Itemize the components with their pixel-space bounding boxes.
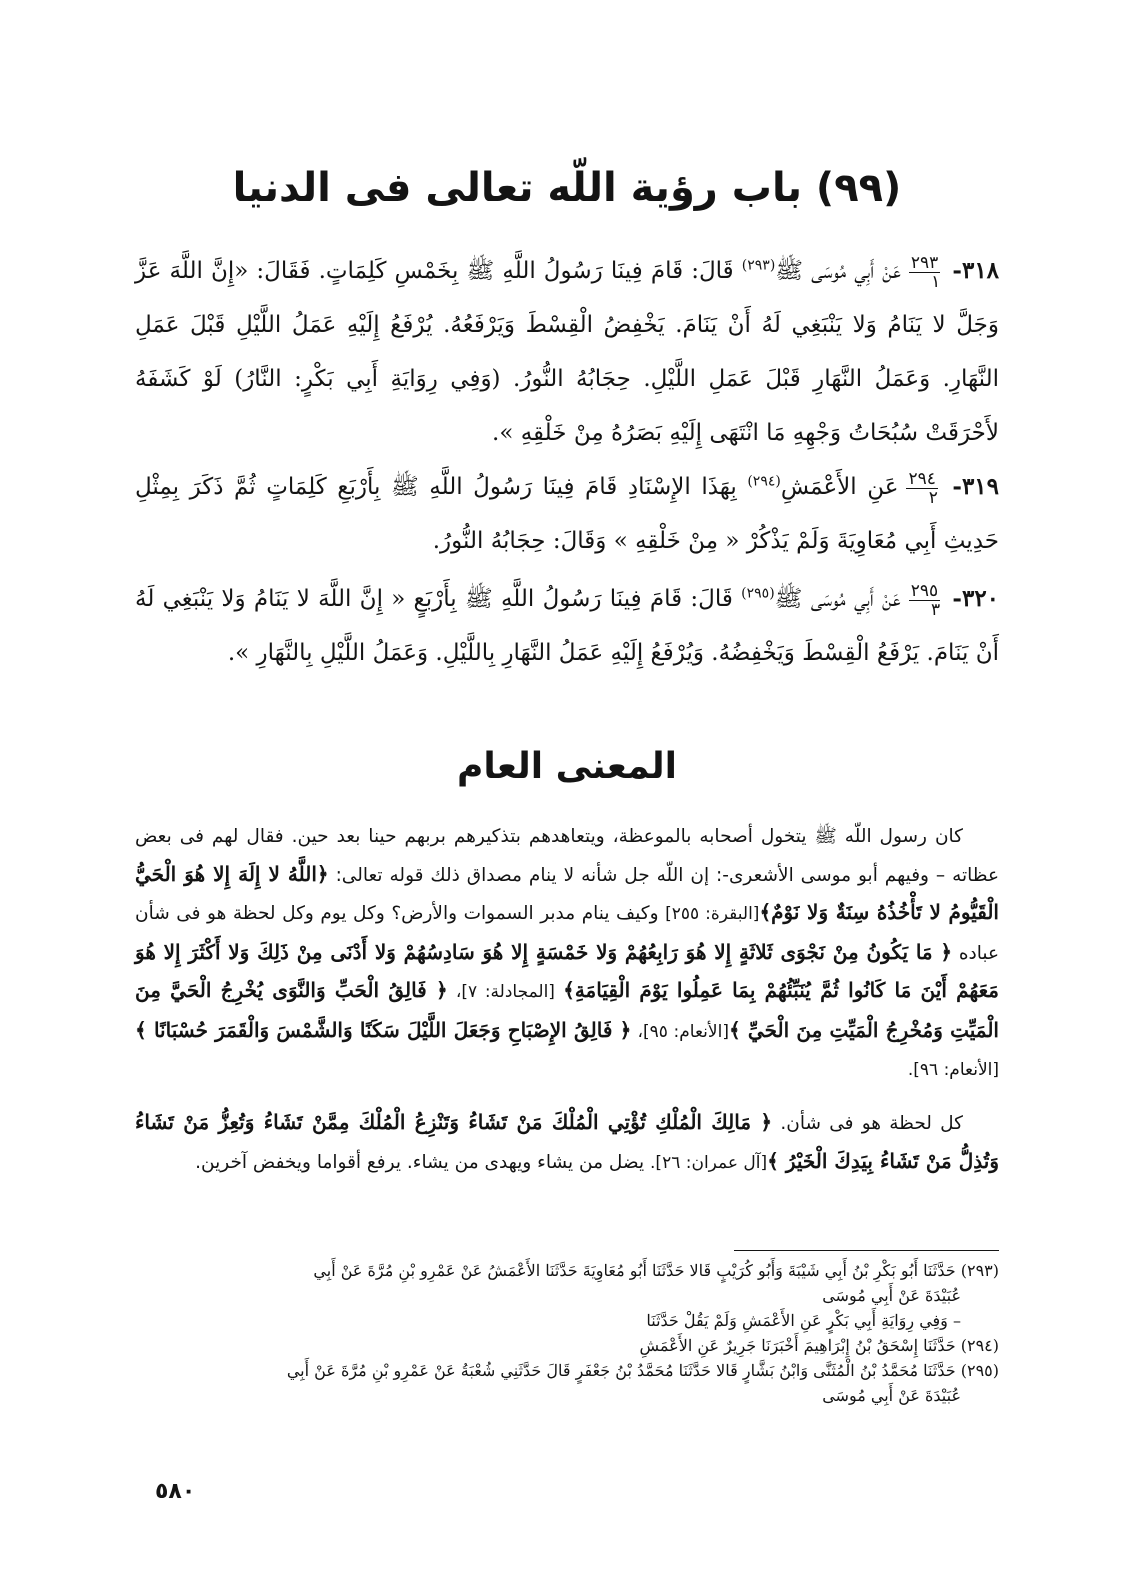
commentary-paragraph xyxy=(135,1104,999,1182)
quran-verse: ﴿ مَالِكَ الْمُلْكِ تُؤْتِي الْمُلْكَ مَنْ تَشَاءُ وَتَنْزِعُ الْمُلْكَ مِمَّنْ تَشَاءُ وَتُعِزُّ مَنْ تَشَاءُ وَتُذِلُّ مَنْ تَشَاءُ بِيَدِكَ الْخَيْرُ ﴾ xyxy=(135,1110,999,1173)
footnote-text: حَدَّثَنَا إِسْحَقُ بْنُ إِبْرَاهِيمَ أَخْبَرَنَا جَرِيرٌ عَنِ الأَعْمَشِ xyxy=(639,1336,956,1355)
fraction-top: ٢٩٥ xyxy=(910,580,939,601)
quran-verse: ﴿ فَالِقُ الْحَبِّ وَالنَّوَى يُخْرِجُ الْحَيَّ مِنَ الْمَيِّتِ وَمُخْرِجُ الْمَيِّتِ مِنَ الْحَيِّ ﴾ xyxy=(135,978,999,1042)
hadith-text: قَالَ: قَامَ فِينَا رَسُولُ اللَّهِ ﷺ بِأَرْبَعٍ « إِنَّ اللَّهَ لا يَنَامُ وَلا يَنْبَغِي لَهُ أَنْ يَنَامَ. يَرْفَعُ الْقِسْطَ وَيَخْفِضُهُ. وَيُرْفَعُ إِلَيْهِ عَمَلُ النَّهَارِ بِاللَّيْلِ. وَعَمَلُ اللَّيْلِ بِالنَّهَارِ ». xyxy=(135,586,999,666)
fraction-bottom: ٢ xyxy=(928,487,938,508)
fraction-bottom: ٣ xyxy=(931,599,941,620)
page-number: ٥٨٠ xyxy=(155,1479,196,1504)
hadith-number: ٣١٩- xyxy=(952,473,999,500)
quran-verse: ﴿ مَا يَكُونُ مِنْ نَجْوَى ثَلاثَةٍ إِلا هُوَ رَابِعُهُمْ وَلا خَمْسَةٍ إِلا هُوَ سَادِسُهُمْ وَلا أَدْنَى مِنْ ذَلِكَ وَلا أَكْثَرَ إِلا هُوَ مَعَهُمْ أَيْنَ مَا كَانُوا ثُمَّ يُنَبِّئُهُمْ بِمَا عَمِلُوا يَوْمَ الْقِيَامَةِ﴾ xyxy=(135,939,1000,1002)
section-title: المعنى العام xyxy=(456,746,678,787)
fraction-top: ٢٩٣ xyxy=(910,252,939,273)
hadith-reference-fraction xyxy=(909,254,940,291)
fraction-bottom: ١ xyxy=(931,271,941,292)
footnote-mark: (٢٩٤) xyxy=(960,1336,999,1355)
hadith-320 xyxy=(135,572,999,680)
hadith-reference-fraction xyxy=(909,582,940,619)
footnote-293 xyxy=(135,1258,999,1283)
footnote-293-note: – وَفِي رِوَايَةِ أَبِي بَكْرٍ عَنِ الأَعْمَشِ وَلَمْ يَقُلْ حَدَّثَنَا xyxy=(646,1311,961,1330)
commentary-text: كان رسول اللّه ﷺ يتخول أصحابه بالموعظة، ويتعاهدهم بتذكيرهم بربهم حينا بعد حين. فقال لهم فى بعض عظاته – وفيهم أبو موسى الأشعرى-: إن اللّه جل شأنه لا ينام مصداق ذلك قوله تعالى: xyxy=(135,826,999,886)
hadith-text: قَالَ: قَامَ فِينَا رَسُولُ اللَّهِ ﷺ بِخَمْسِ كَلِمَاتٍ. فَقَالَ: «إِنَّ اللَّهَ عَزَّ وَجَلَّ لا يَنَامُ وَلا يَنْبَغِي لَهُ أَنْ يَنَامَ. يَخْفِضُ الْقِسْطَ وَيَرْفَعُهُ. يُرْفَعُ إِلَيْهِ عَمَلُ اللَّيْلِ قَبْلَ عَمَلِ النَّهَارِ. وَعَمَلُ النَّهَارِ قَبْلَ عَمَلِ اللَّيْلِ. حِجَابُهُ النُّورُ. (وَفِي رِوَايَةِ أَبِي بَكْرٍ: النَّارُ) لَوْ كَشَفَهُ لأَحْرَقَتْ سُبُحَاتُ وَجْهِهِ مَا انْتَهَى إِلَيْهِ بَصَرُهُ مِنْ خَلْقِهِ ». xyxy=(135,258,999,446)
hadith-opening: عَنِ الأَعْمَشِ xyxy=(780,474,899,500)
footnote-mark: (٢٩٣) xyxy=(741,257,776,274)
hadith-opening: عَنْ أَبِي مُوسَى ﷺ xyxy=(775,258,901,284)
quran-verse: ﴿اللَّهُ لا إِلَهَ إِلا هُوَ الْحَيُّ الْقَيُّومُ لا تَأْخُذُهُ سِنَةٌ وَلا نَوْمٌ﴾ xyxy=(135,861,999,924)
footnote-293-continuation: عُبَيْدَةَ عَنْ أَبِي مُوسَى xyxy=(822,1286,961,1305)
footnote-mark: (٢٩٥) xyxy=(741,585,775,602)
hadith-text: بِهَذَا الإِسْنَادِ قَامَ فِينَا رَسُولُ اللَّهِ ﷺ بِأَرْبَعِ كَلِمَاتٍ ثُمَّ ذَكَرَ بِمِثْلِ حَدِيثِ أَبِي مُعَاوِيَةَ وَلَمْ يَذْكُرْ « مِنْ خَلْقِهِ » وَقَالَ: حِجَابُهُ النُّورُ. xyxy=(135,474,999,554)
commentary-text: كل لحظة هو فى شأن. xyxy=(780,1113,963,1134)
footnote-mark: (٢٩٤) xyxy=(747,473,781,490)
footnote-text: حَدَّثَنَا مُحَمَّدُ بْنُ الْمُثَنَّى وَابْنُ بَشَّارٍ قَالا حَدَّثَنَا مُحَمَّدُ بْنُ جَعْفَرٍ قَالَ حَدَّثَنِي شُعْبَةُ عَنْ عَمْرِو بْنِ مُرَّةَ عَنْ أَبِي xyxy=(286,1361,956,1380)
hadith-reference-fraction xyxy=(906,470,937,507)
footnote-295 xyxy=(135,1358,999,1383)
commentary-text: وكيف ينام مدبر السموات والأرض؟ وكل يوم وكل لحظة هو فى شأن عباده xyxy=(135,903,1000,964)
hadith-opening: عَنْ أَبِي مُوسَى ﷺ xyxy=(774,586,901,612)
fraction-top: ٢٩٤ xyxy=(908,468,936,489)
quran-verse: ﴿ فَالِقُ الإِصْبَاحِ وَجَعَلَ اللَّيْلَ سَكَنًا وَالشَّمْسَ وَالْقَمَرَ حُسْبَانًا ﴾ xyxy=(135,1017,632,1042)
verse-reference: [البقرة: ٢٥٥] xyxy=(665,904,760,924)
footnote-mark: (٢٩٣) xyxy=(960,1261,999,1280)
hadith-319 xyxy=(135,460,999,568)
hadith-number: ٣١٨- xyxy=(952,257,1000,284)
verse-reference: [آل عمران: ٢٦]. xyxy=(650,1152,768,1173)
footnote-294 xyxy=(135,1333,999,1358)
verse-reference: [الأنعام: ٩٥]، xyxy=(637,1021,729,1042)
chapter-title: (٩٩) باب رؤية اللّه تعالى فى الدنيا xyxy=(232,165,902,211)
verse-reference: [الأنعام: ٩٦]. xyxy=(907,1060,999,1080)
footnote-295-continuation: عُبَيْدَةَ عَنْ أَبِي مُوسَى xyxy=(822,1386,961,1405)
hadith-318 xyxy=(135,244,999,460)
hadith-number: ٣٢٠- xyxy=(952,585,1000,612)
footnote-text: حَدَّثَنَا أَبُو بَكْرِ بْنُ أَبِي شَيْبَةَ وَأَبُو كُرَيْبٍ قَالا حَدَّثَنَا أَبُو مُعَاوِيَةَ حَدَّثَنَا الأَعْمَشُ عَنْ عَمْرِو بْنِ مُرَّةَ عَنْ أَبِي xyxy=(313,1261,956,1280)
commentary-paragraph xyxy=(135,818,999,1090)
verse-reference: [المجادلة: ٧]، xyxy=(455,982,555,1002)
commentary-text: يضل من يشاء ويهدى من يشاء. يرفع أقواما ويخفض آخرين. xyxy=(195,1151,645,1173)
footnote-divider xyxy=(734,1250,999,1251)
footnotes xyxy=(135,1258,999,1408)
footnote-mark: (٢٩٥) xyxy=(960,1361,999,1380)
